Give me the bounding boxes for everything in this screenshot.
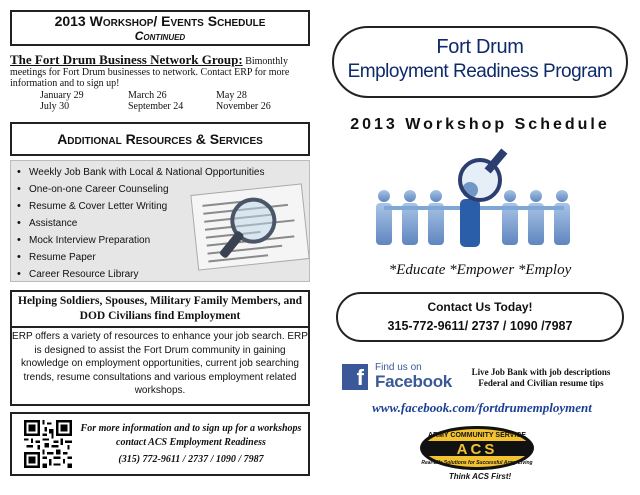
list-item: • Weekly Job Bank with Local & National Opportunities — [11, 164, 309, 181]
resources-header — [10, 122, 310, 156]
network-date: March 26 — [128, 90, 167, 101]
business-network-section — [10, 54, 310, 112]
facebook-desc-line: Live Job Bank with job descriptions — [471, 367, 611, 377]
list-item: • Resume & Cover Letter Writing — [11, 198, 309, 215]
contact-box — [336, 292, 624, 342]
contact-phone: 315-772-9611/ 2737 / 1090 /7987 — [387, 319, 573, 333]
schedule-header-subtitle: Continued — [134, 29, 186, 43]
resources-header-title: Additional Resources & Services — [57, 131, 263, 147]
contact-heading: Contact Us Today! — [427, 300, 533, 314]
program-title-line1: Fort Drum — [436, 36, 524, 58]
list-item: • Assistance — [11, 215, 309, 232]
motto: *Educate *Empower *Employ — [388, 262, 572, 278]
qr-code-icon[interactable] — [24, 420, 72, 468]
facebook-description — [448, 367, 634, 389]
network-date: May 28 — [216, 90, 247, 101]
network-date: January 29 — [40, 90, 84, 101]
facebook-desc-line: Federal and Civilian resume tips — [478, 378, 604, 388]
network-date: July 30 — [40, 101, 70, 112]
facebook-url-link[interactable]: www.facebook.com/fortdrumemployment — [372, 400, 592, 415]
list-item: • Resume Paper — [11, 249, 309, 266]
facebook-icon[interactable]: f — [342, 364, 368, 390]
facebook-find-us: Find us on — [375, 362, 422, 373]
schedule-header-title: 2013 Workshop/ Events Schedule — [54, 13, 266, 29]
program-title-line2: Employment Readiness Program — [347, 61, 613, 82]
resume-magnifier-image — [190, 183, 309, 270]
network-date: November 26 — [216, 101, 271, 112]
info-box — [10, 412, 310, 476]
list-item: • One-on-one Career Counseling — [11, 181, 309, 198]
facebook-wordmark[interactable]: Facebook — [375, 372, 452, 391]
page-title: 2013 Workshop Schedule — [350, 116, 610, 133]
business-network-description: Bimonthly meetings for Fort Drum businesses to network. Contact ERP for more information and to sign up! — [10, 56, 290, 89]
acs-bottom-text: Real-Life Solutions for Successful Army Living — [421, 460, 533, 466]
info-phone: (315) 772-9611 / 2737 / 1090 / 7987 — [118, 454, 264, 465]
list-item: • Career Resource Library — [11, 266, 309, 283]
acs-letters: ACS — [456, 441, 498, 458]
acs-slogan: Think ACS First! — [448, 472, 512, 481]
program-title-box — [332, 26, 628, 98]
info-text — [78, 422, 304, 467]
helping-description: ERP offers a variety of resources to enhance your job search. ERP is designed to assist the Fort Drum community in gaining knowledge on employment opportunities, current job searching trends, resume consultations and various employment related workshops. — [10, 326, 310, 406]
helping-header: Helping Soldiers, Spouses, Military Family Members, and DOD Civilians find Employment — [10, 290, 310, 326]
resources-list — [10, 160, 310, 282]
business-network-dates — [40, 90, 310, 112]
people-magnifier-illustration — [370, 144, 590, 254]
list-item: • Mock Interview Preparation — [11, 232, 309, 249]
info-signup-text: For more information and to sign up for a workshops contact ACS Employment Readiness — [80, 423, 302, 448]
acs-top-text: ARMY COMMUNITY SERVICE — [427, 432, 527, 439]
schedule-header — [10, 10, 310, 46]
acs-logo — [418, 424, 536, 472]
business-network-name: The Fort Drum Business Network Group: — [10, 52, 243, 67]
network-date: September 24 — [128, 101, 184, 112]
